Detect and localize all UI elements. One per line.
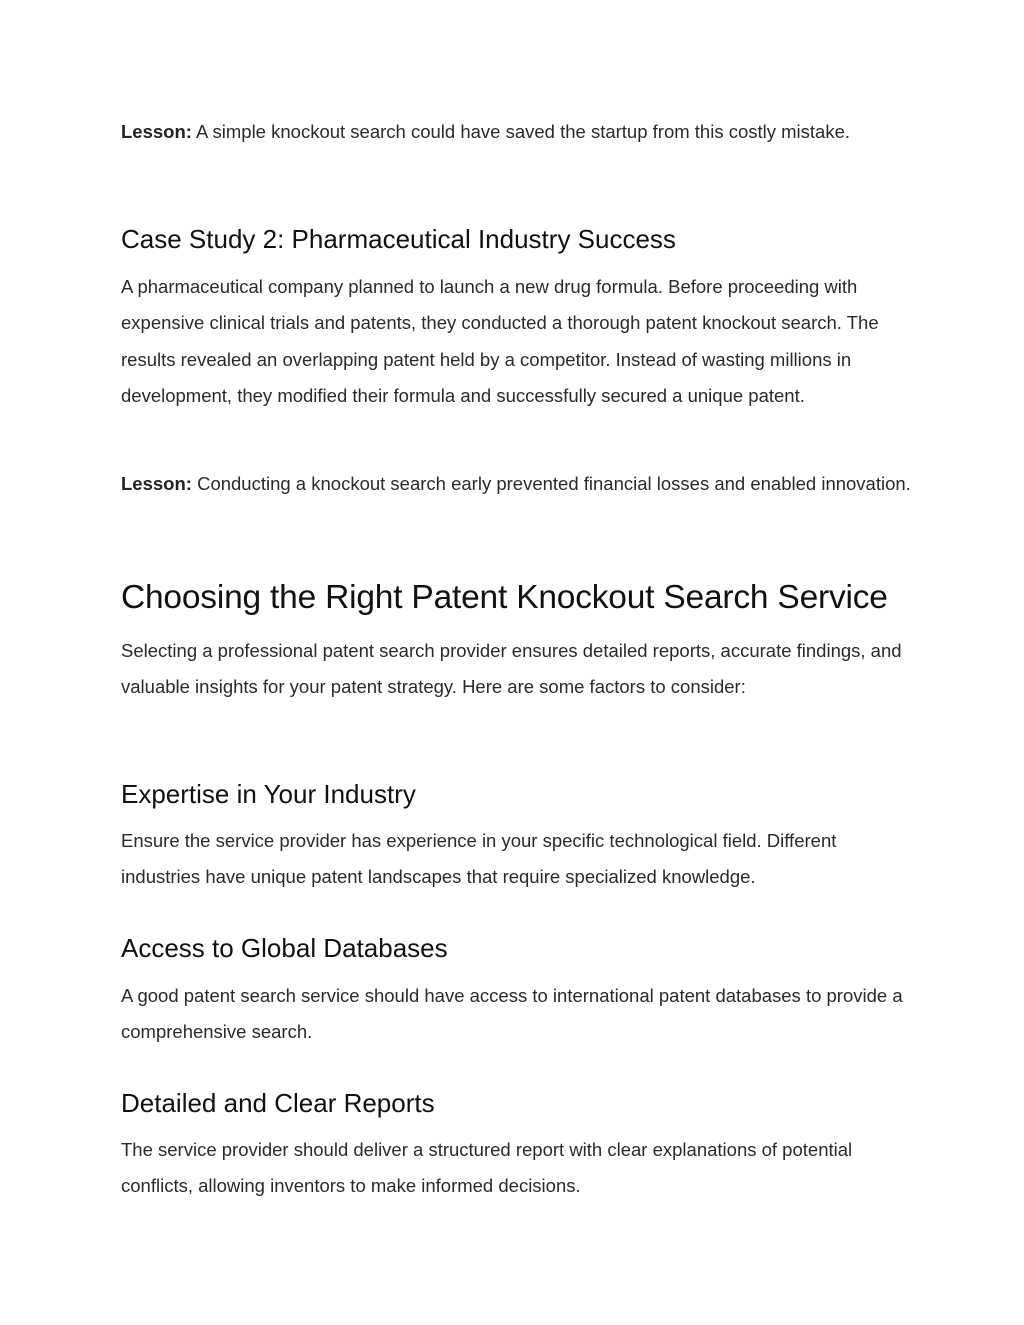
lesson-label: Lesson: (121, 121, 192, 142)
factor-heading-expertise: Expertise in Your Industry (121, 779, 416, 809)
factor-body-expertise: Ensure the service provider has experience in your specific technological field. Different industries have unique patent landscapes that require specialized knowledge. (121, 830, 837, 888)
choosing-service-intro: Selecting a professional patent search provider ensures detailed reports, accurate findings, and valuable insights for your patent strategy. Here are some factors to consider: (121, 640, 902, 698)
factor-body-databases: A good patent search service should have access to international patent databases to provide a comprehensive search. (121, 985, 903, 1043)
lesson-label: Lesson: (121, 473, 192, 494)
case-study-2-heading: Case Study 2: Pharmaceutical Industry Success (121, 224, 676, 254)
lesson-text: Conducting a knockout search early prevented financial losses and enabled innovation. (191, 473, 911, 494)
lesson-paragraph-2 (121, 466, 911, 502)
case-study-2-body: A pharmaceutical company planned to launch a new drug formula. Before proceeding with expensive clinical trials and patents, they conducted a thorough patent knockout search. The results revealed an overlapping patent held by a competitor. Instead of wasting millions in development, they modified their formula and successfully secured a unique patent. (121, 276, 879, 406)
factor-heading-databases: Access to Global Databases (121, 933, 448, 963)
factor-body-reports: The service provider should deliver a structured report with clear explanations of potential conflicts, allowing inventors to make informed decisions. (121, 1139, 853, 1197)
factor-heading-reports: Detailed and Clear Reports (121, 1088, 435, 1118)
choosing-service-heading: Choosing the Right Patent Knockout Search Service (121, 579, 888, 616)
lesson-text: A simple knockout search could have saved the startup from this costly mistake. (191, 121, 851, 142)
lesson-paragraph-1 (121, 114, 911, 150)
